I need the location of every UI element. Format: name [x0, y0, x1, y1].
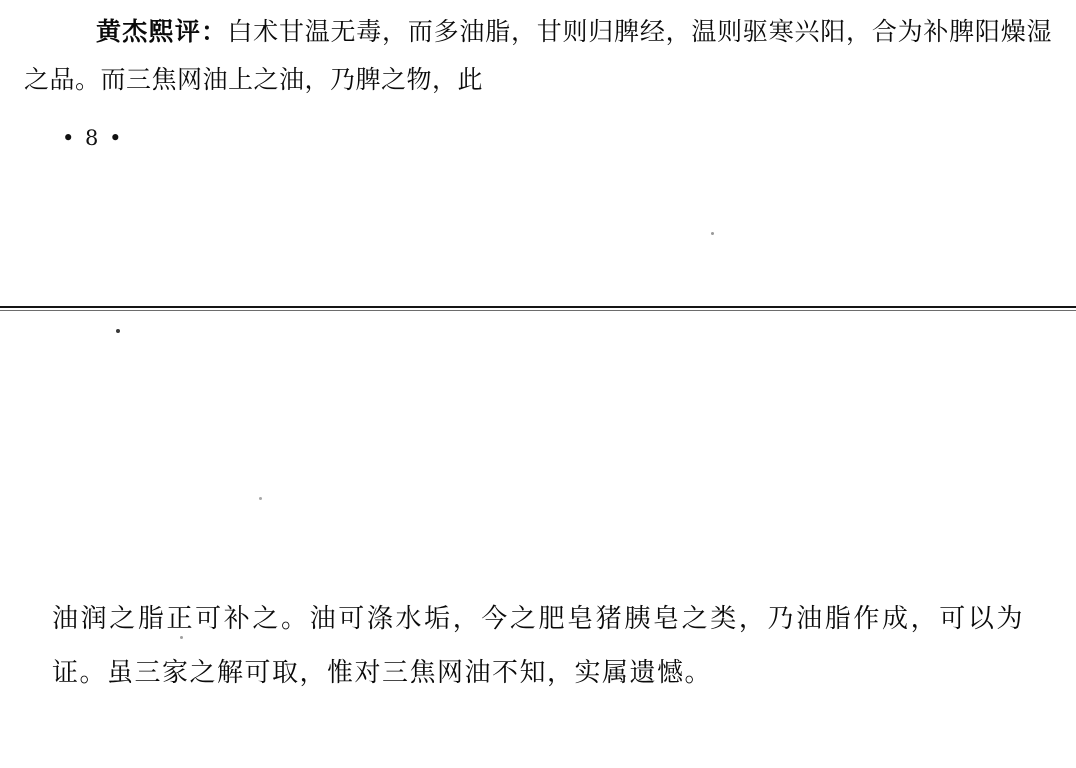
divider-rule-thin — [0, 310, 1076, 311]
page-number: • 8 • — [62, 126, 124, 150]
commentary-label: 黄杰熙评： — [96, 17, 228, 46]
scan-speck-icon — [259, 497, 262, 500]
top-page-text-block — [24, 8, 1052, 104]
commentary-paragraph — [24, 8, 1052, 104]
scan-speck-icon — [711, 232, 714, 235]
bottom-page-text-block — [52, 592, 1024, 700]
divider-rule-thick — [0, 306, 1076, 308]
page-divider — [0, 306, 1076, 312]
commentary-body: 白术甘温无毒，而多油脂，甘则归脾经，温则驱寒兴阳，合为补脾阳燥湿之品。而三焦网油上之油，乃脾之物，此 — [24, 17, 1052, 94]
body-paragraph: 油润之脂正可补之。油可涤水垢，今之肥皂猪胰皂之类，乃油脂作成，可以为证。虽三家之解可取，惟对三焦网油不知，实属遗憾。 — [52, 604, 1024, 688]
scan-speck-icon — [116, 329, 120, 333]
